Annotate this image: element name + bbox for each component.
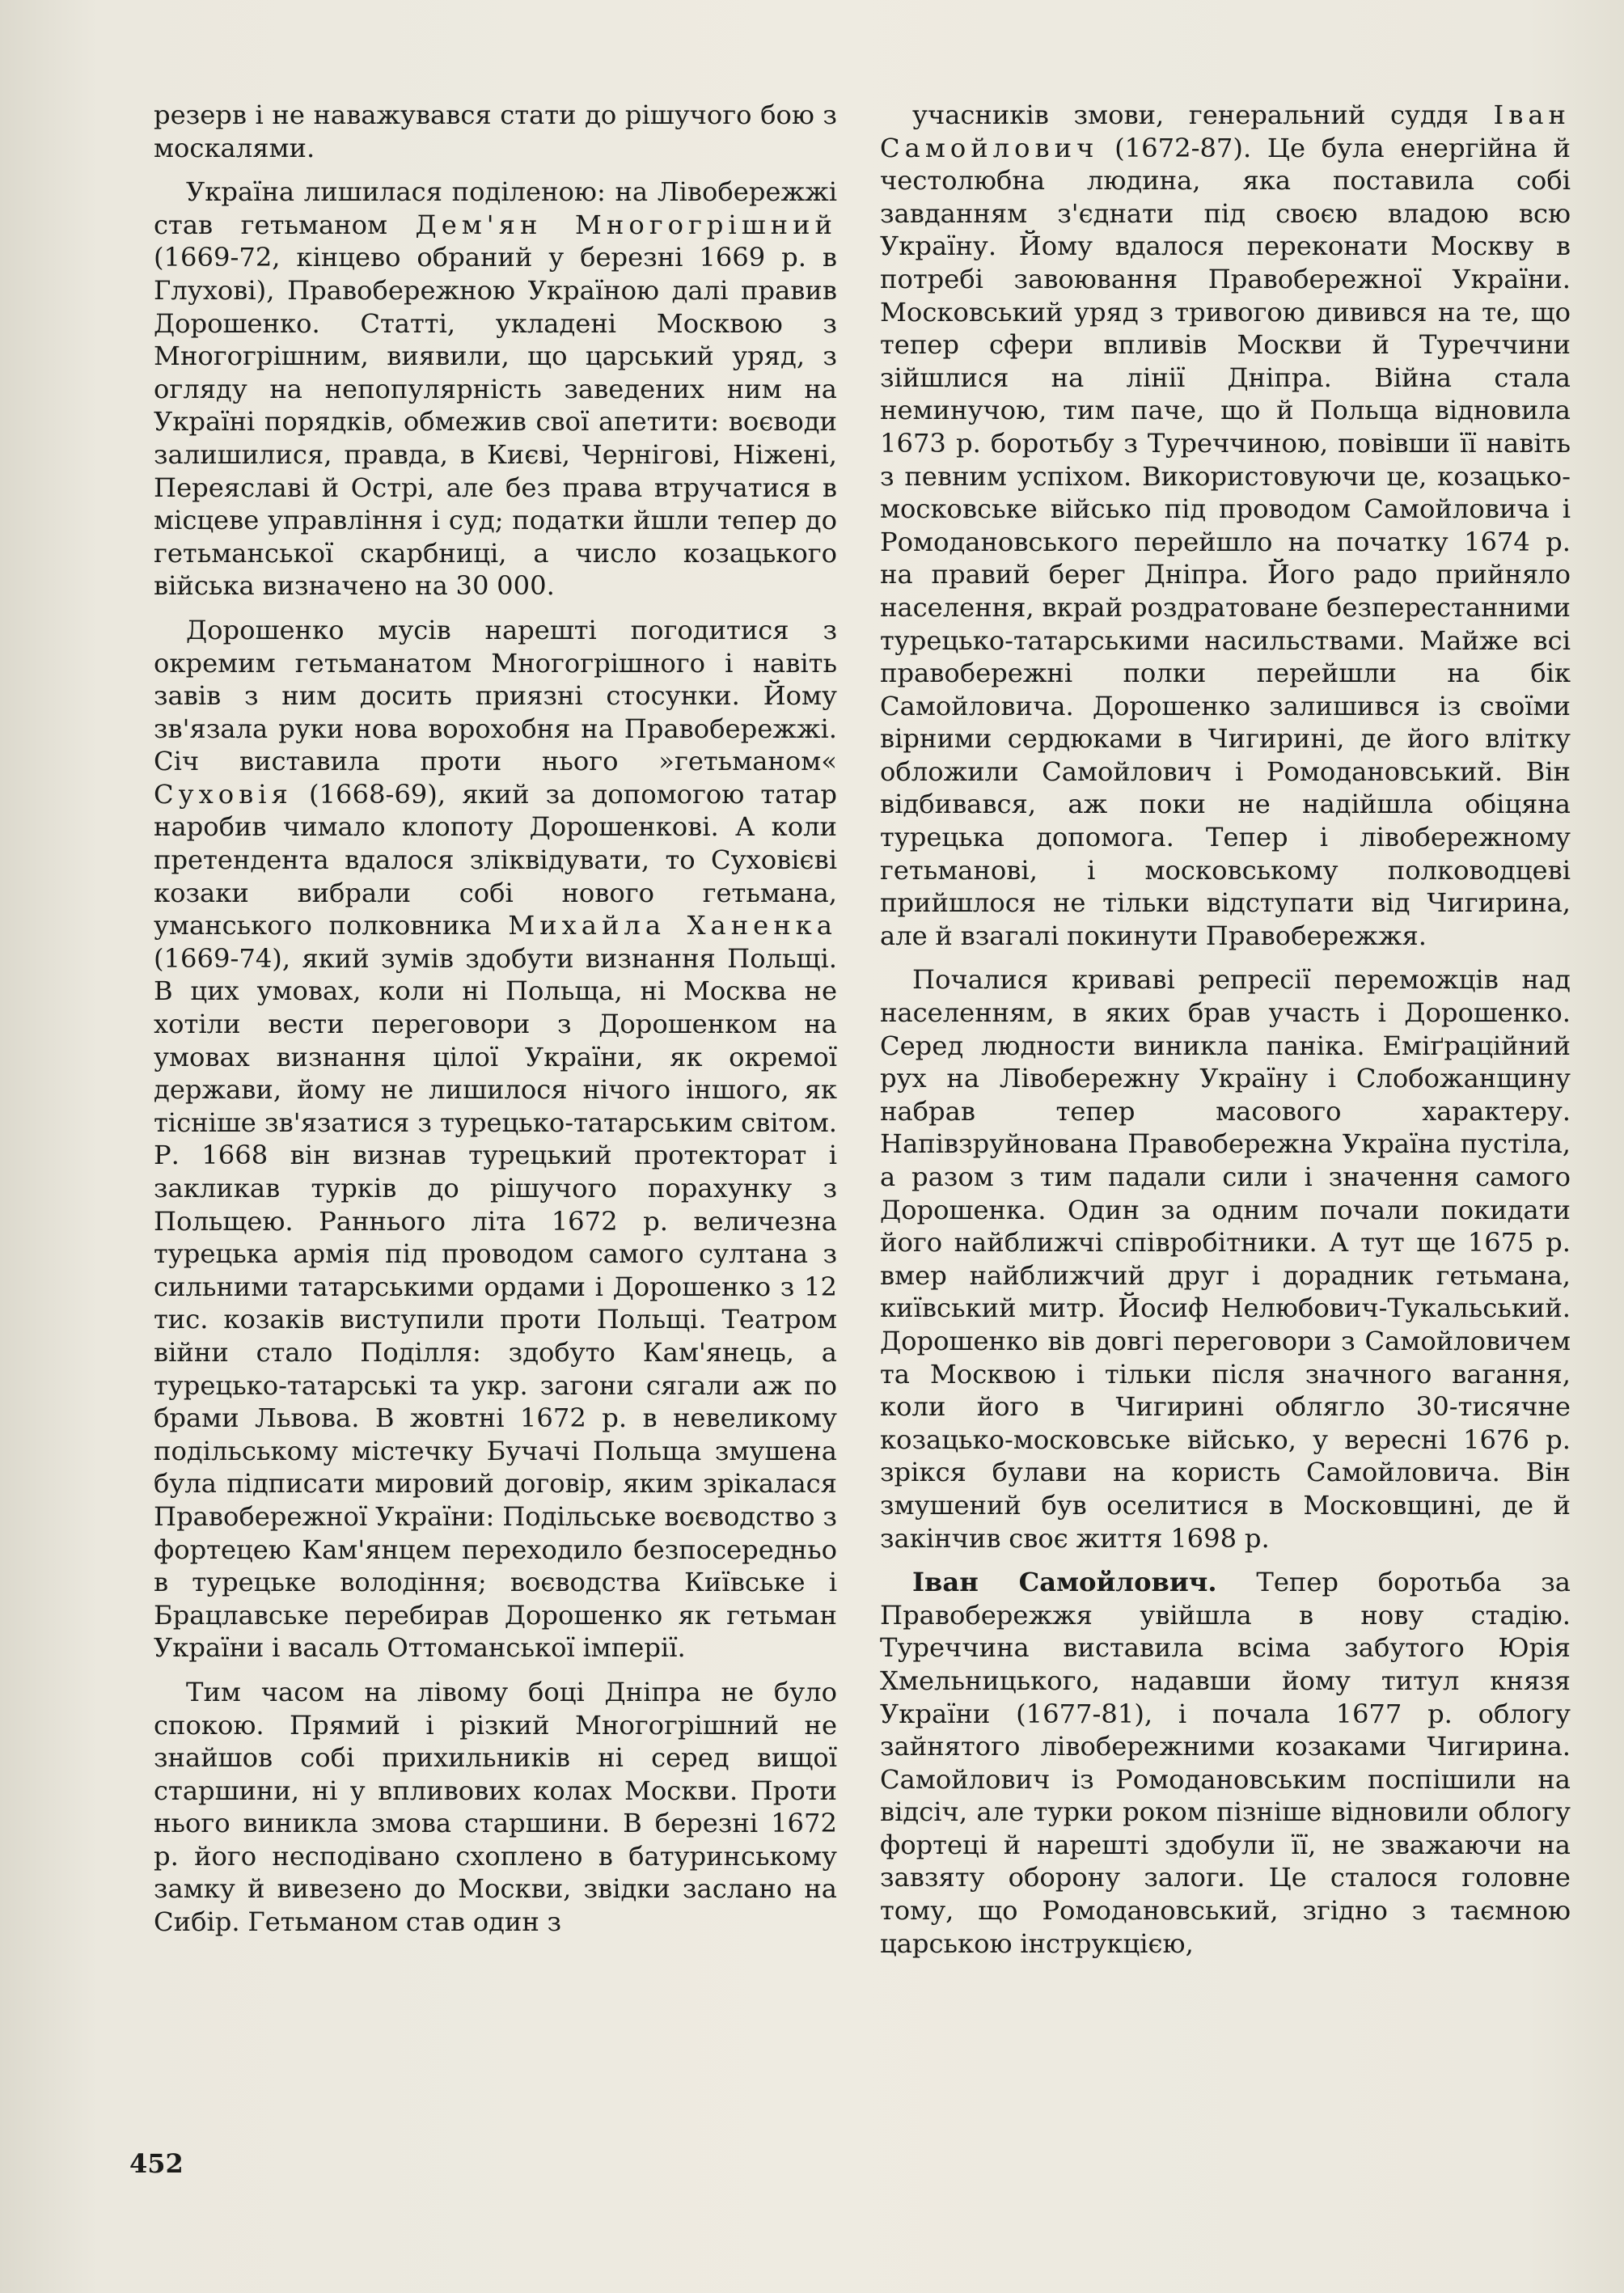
paragraph: Тим часом на лівому боці Дніпра не було спокою. Прямий і різкий Многогрішний не знайшов собі прихильників ні серед вищої старшини, ні у впливових колах Москви. Проти нього виникла змова старшини. В березні 1672 р. його несподівано схоплено в батуринському замку й вивезено до Москви, звідки заслано на Сибір. Гетьманом став один з [154, 1676, 837, 1938]
section-heading: Іван Самойлович. [912, 1567, 1217, 1598]
text-run: учасників змови, генеральний суддя [912, 99, 1494, 130]
text-run: (1669-74), який зумів здобути визнання Польщі. В цих умовах, коли ні Польща, ні Москва не хотіли вести переговори з Дорошенком на умовах визнання цілої України, як окремої держави, йому не лишилося нічого іншого, як тісніше зв'язатися з турецько-татарським світом. Р. 1668 він визнав турецький протекторат і закликав турків до рішучого порахунку з Польщею. Раннього літа 1672 р. величезна турецька армія під проводом самого султана з сильними татарськими ордами і Дорошенко з 12 тис. козаків виступили проти Польщі. Театром війни стало Поділля: здобуто Кам'янець, а турецько-татарські та укр. загони сягали аж по брами Львова. В жовтні 1672 р. в невеликому подільському містечку Бучачі Польща змушена була підписати мировий договір, яким зрікалася Правобережної України: Подільське воєводство з фортецею Кам'янцем переходило безпосередньо в турецьке володіння; воєводства Київське і Брацлавське перебирав Дорошенко як гетьман України і васаль Оттоманської імперії. [154, 942, 837, 1664]
paragraph [154, 614, 837, 1665]
text-run: Тепер боротьба за Правобережжя увійшла в нову стадію. Туреччина виставила всіма забутого Юрія Хмельницького, надавши йому титул князя України (1677-81), і почала 1677 р. облогу зайнятого лівобережними козаками Чигирина. Самойлович із Ромодановським поспішили на відсіч, але турки роком пізніше відновили облогу фортеці й нарешті здобули її, не зважаючи на завзяту оборону залоги. Це сталося головне тому, що Ромодановський, згідно з таємною царською інструкцією, [880, 1567, 1571, 1959]
paragraph [880, 1566, 1571, 1960]
left-column [154, 99, 837, 1939]
text-run: (1672-87). Це була енергійна й честолюбна людина, яка поставила собі завданням з'єднати під своєю владою всю Україну. Йому вдалося переконати Москву в потребі завоювання Правобережної України. Московський уряд з тривогою дивився на те, що тепер сфери впливів Москви й Туреччини зійшлися на лінії Дніпра. Війна стала неминучою, тим паче, що й Польща відновила 1673 р. боротьбу з Туреччиною, повівши її навіть з певним успіхом. Використовуючи це, козацько-московське військо під проводом Самойловича і Ромодановського перейшло на початку 1674 р. на правий берег Дніпра. Його радо прийняло населення, вкрай роздратоване безперестанними турецько-татарськими насильствами. Майже всі правобережні полки перейшли на бік Самойловича. Дорошенко залишився із своїми вірними сердюками в Чигирині, де його влітку обложили Самойлович і Ромодановський. Він відбивався, аж поки не надійшла обіцяна турецька допомога. Тепер і лівобережному гетьманові, і московському полководцеві прийшлося не тільки відступати від Чигирина, але й взагалі покинути Правобережжя. [880, 132, 1571, 951]
text-run: Дорошенко мусів нарешті погодитися з окремим гетьманатом Многогрішного і навіть завів з ним досить приязні стосунки. Йому зв'язала руки нова ворохобня на Правобережжі. Січ виставила проти нього »гетьманом« [154, 614, 837, 777]
page-number: 452 [129, 2148, 184, 2179]
spaced-name: Михайла Ханенка [508, 910, 837, 941]
paragraph: Почалися криваві репресії переможців над населенням, в яких брав участь і Дорошенко. Серед людности виникла паніка. Еміґраційний рух на Лівобережну Україну і Слобожанщину набрав тепер масового характеру. Напівзруйнована Правобережна Україна пустіла, а разом з тим падали сили і значення самого Дорошенка. Один за одним почали покидати його найближчі співробітники. А тут ще 1675 р. вмер найближчий друг і дорадник гетьмана, київський митр. Йосиф Нелюбович-Тукальський. Дорошенко вів довгі переговори з Самойловичем та Москвою і тільки після значного вагання, коли його в Чигирині облягло 30-тисячне козацько-московське військо, у вересні 1676 р. зрікся булави на користь Самойловича. Він змушений був оселитися в Московщині, де й закінчив своє життя 1698 р. [880, 964, 1571, 1554]
right-column [880, 99, 1571, 1960]
paragraph: резерв і не наважувався стати до рішучого бою з москалями. [154, 99, 837, 163]
spaced-name: Дем'ян Многогрішний [415, 209, 837, 240]
paragraph [154, 176, 837, 603]
text-run: (1668-69), який за допомогою татар наробив чимало клопоту Дорошенкові. А коли претендента вдалося зліквідувати, то Суховієві козаки вибрали собі нового гетьмана, уманського полковника [154, 778, 837, 941]
paragraph [880, 99, 1571, 952]
spaced-name: Іван Самойлович [880, 99, 1571, 163]
spaced-name: Суховія [154, 778, 293, 810]
text-run: (1669-72, кінцево обраний у березні 1669 р. в Глухові), Правобережною Україною далі правив Дорошенко. Статті, укладені Москвою з Многогрішним, виявили, що царський уряд, з огляду на непопулярність заведених ним на Україні порядків, обмежив свої апетити: воєводи залишилися, правда, в Києві, Чернігові, Ніжені, Переяславі й Острі, але без права втручатися в місцеве управління і суд; податки йшли тепер до гетьманської скарбниці, а число козацького війська визначено на 30 000. [154, 242, 837, 602]
text-run: Україна лишилася поділеною: на Лівобережжі став гетьманом [154, 176, 837, 240]
